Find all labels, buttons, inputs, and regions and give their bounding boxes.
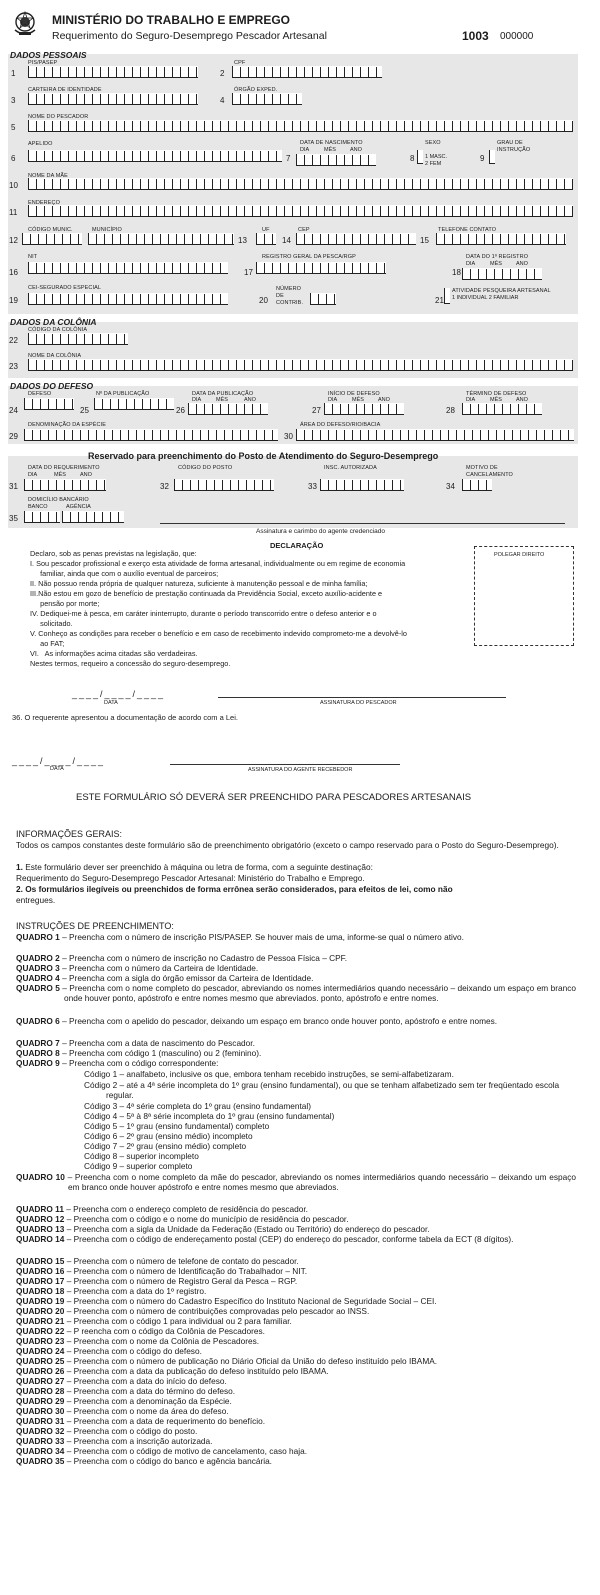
label-defeso: DEFESO (28, 391, 52, 397)
label-nome-colonia: NOME DA COLÔNIA (28, 353, 82, 359)
quadro-29 (16, 1396, 576, 1406)
label-data-publicacao: DATA DA PUBLICAÇÃO (192, 391, 254, 397)
label-cod-municipio: CÓDIGO MUNIC. (28, 227, 73, 233)
num-35: 35 (9, 514, 18, 523)
general-p2-number: 1. (16, 862, 23, 872)
decl-line: IV. Dediquei-me à pesca, em caráter ininterrupto, durante o período transcorrido entre o defeso anterior e o (30, 609, 377, 618)
decl-line: familiar, ainda que com o auxílio eventual de parceiros; (30, 569, 219, 578)
quadro-key: QUADRO 25 (16, 1356, 65, 1366)
quadro-key: QUADRO 32 (16, 1426, 65, 1436)
quadro-text: – Preencha com o nome da Colônia de Pescadores. (64, 1336, 260, 1346)
quadro-30 (16, 1406, 576, 1416)
quadro-13 (16, 1224, 586, 1234)
quadro-key: QUADRO 19 (16, 1296, 65, 1306)
quadro-text: – Preencha com o código do posto. (64, 1426, 198, 1436)
label-motivo: MOTIVO DE (466, 465, 498, 471)
quadro-31 (16, 1416, 576, 1426)
quadro-text: – Preencha com o número de telefone de contato do pescador. (64, 1256, 299, 1266)
form-code: 1003 (462, 29, 489, 43)
label-nit: NIT (28, 254, 38, 260)
label-grau: GRAU DE (497, 140, 523, 146)
quadro-32 (16, 1426, 576, 1436)
fisherman-signature-line[interactable] (218, 697, 506, 698)
num-17: 17 (244, 268, 253, 277)
num-15: 15 (420, 236, 429, 245)
quadro-key: QUADRO 27 (16, 1376, 65, 1386)
mes-label: MÊS (490, 397, 502, 403)
label-municipio: MUNICÍPIO (92, 227, 122, 233)
quadro-key: QUADRO 28 (16, 1386, 65, 1396)
ano-label: ANO (80, 472, 92, 478)
quadro-12 (16, 1214, 576, 1224)
num-9: 9 (480, 154, 485, 163)
dia-label: DIA (300, 147, 310, 153)
quadro-key: QUADRO 18 (16, 1286, 65, 1296)
num-23: 23 (9, 362, 18, 371)
quadro-text: – Preencha com o código de endereçamento postal (CEP) do endereço do pescador, conforme tabela da ECT (8 dígitos). (64, 1234, 514, 1244)
quadro-key: QUADRO 35 (16, 1456, 65, 1466)
num-19: 19 (9, 296, 18, 305)
quadro-33 (16, 1436, 576, 1446)
section-dados-pessoais: DADOS PESSOAIS (10, 50, 87, 60)
dia-label: DIA (466, 397, 476, 403)
label-data-registro: DATA DO 1º REGISTRO (466, 254, 529, 260)
num-7: 7 (286, 154, 291, 163)
num-20: 20 (259, 296, 268, 305)
decl-line: I. Sou pescador profissional e exerço esta atividade de forma artesanal, individualmente ou em regime de economia (30, 559, 406, 568)
decl-date-field[interactable]: ____/____/____ (72, 689, 166, 699)
quadro-10 (16, 1172, 576, 1192)
quadro-key: QUADRO 2 (16, 953, 60, 963)
quadro-5 (16, 983, 576, 1003)
section-dados-defeso: DADOS DO DEFESO (10, 381, 94, 391)
label-banco: BANCO (28, 504, 48, 510)
num-11: 11 (9, 208, 18, 217)
num-25: 25 (80, 406, 89, 415)
instructions-title: INSTRUÇÕES DE PREENCHIMENTO: (16, 921, 174, 931)
label-apelido: APELIDO (28, 141, 53, 147)
label-cod-posto: CÓDIGO DO POSTO (178, 465, 233, 471)
label-atividade: ATIVIDADE PESQUEIRA ARTESANAL (452, 288, 551, 294)
label-data-requerimento: DATA DO REQUERIMENTO (28, 465, 100, 471)
quadro-text: – Preencha com o número de inscrição no Cadastro de Pessoa Física – CPF. (59, 953, 348, 963)
quadro-key: QUADRO 24 (16, 1346, 65, 1356)
label-rgp: REGISTRO GERAL DA PESCA/RGP (262, 254, 356, 260)
quadro-key: QUADRO 20 (16, 1306, 65, 1316)
label-pis: PIS/PASEP (28, 60, 58, 66)
thumbprint-box[interactable] (474, 546, 574, 646)
education-input[interactable] (489, 150, 495, 164)
decl-line: V. Conheço as condições para receber o benefício e em caso de recebimento indevido comprometo-me a devolvê-lo (30, 629, 407, 638)
dia-label: DIA (28, 472, 38, 478)
sexo-masc: 1 MASC. (425, 154, 448, 160)
general-p1: Todos os campos constantes deste formulário são de preenchimento obrigatório (exceto o campo reservado para o Posto do Seguro-Desemprego). (16, 840, 559, 850)
quadro-25 (16, 1356, 596, 1366)
coat-of-arms-icon (12, 10, 38, 38)
serial-number: 000000 (500, 31, 534, 42)
quadro-20 (16, 1306, 576, 1316)
item-36: 36. O requerente apresentou a documentação de acordo com a Lei. (12, 713, 238, 722)
quadro-key: QUADRO 13 (16, 1224, 65, 1234)
quadro-11 (16, 1204, 576, 1214)
quadro-text: – Preencha com o código do banco e agência bancária. (64, 1456, 272, 1466)
dia-label: DIA (192, 397, 202, 403)
general-p2-text: Este formulário dever ser preenchido à máquina ou letra de forma, com a seguinte destinação: (22, 862, 373, 872)
quadro-key: QUADRO 11 (16, 1204, 64, 1214)
label-nascimento: DATA DE NASCIMENTO (300, 140, 363, 146)
label-publicacao: Nº DA PUBLICAÇÃO (96, 391, 150, 397)
quadro-text: – Preencha com o número de Identificação do Trabalhador – NIT. (64, 1266, 308, 1276)
mes-label: MÊS (54, 472, 66, 478)
fisherman-signature-label: ASSINATURA DO PESCADOR (320, 700, 397, 706)
notice: ESTE FORMULÁRIO SÓ DEVERÁ SER PREENCHIDO PARA PESCADORES ARTESANAIS (76, 792, 472, 803)
agent-signature-label: Assinatura e carimbo do agente credenciado (256, 528, 385, 535)
num-10: 10 (9, 181, 18, 190)
quadro-key: QUADRO 6 (16, 1016, 60, 1026)
quadro-26 (16, 1366, 576, 1376)
code-7: Código 7 – 2º grau (ensino médio) completo (84, 1141, 247, 1151)
num-3: 3 (11, 96, 16, 105)
label-cancelamento: CANCELAMENTO (466, 472, 513, 478)
decl-line: ao FAT; (30, 639, 65, 648)
decl-line: pensão por morte; (30, 599, 100, 608)
label-cpf: CPF (234, 60, 246, 66)
quadro-key: QUADRO 30 (16, 1406, 65, 1416)
quadro-key: QUADRO 16 (16, 1266, 65, 1276)
form-title: Requerimento do Seguro-Desemprego Pescador Artesanal (52, 30, 327, 42)
quadro-21 (16, 1316, 576, 1326)
label-area-defeso: ÁREA DO DEFESO/RIO/BACIA (300, 422, 381, 428)
quadro-text: – Preencha com a data da publicação do defeso instituído pelo IBAMA. (64, 1366, 329, 1376)
quadro-text: – Preencha com o código do defeso. (64, 1346, 202, 1356)
quadro-1 (16, 932, 576, 942)
quadro-22 (16, 1326, 576, 1336)
code-3: Código 3 – 4ª série completa do 1º grau (ensino fundamental) (84, 1101, 312, 1111)
quadro-3 (16, 963, 576, 973)
decl-closing: Nestes termos, requeiro a concessão do seguro-desemprego. (30, 659, 231, 668)
quadro-key: QUADRO 17 (16, 1276, 65, 1286)
ano-label: ANO (350, 147, 362, 153)
label-insc-autorizada: INSC. AUTORIZADA (324, 465, 377, 471)
num-27: 27 (312, 406, 321, 415)
quadro-4 (16, 973, 576, 983)
quadro-key: QUADRO 21 (16, 1316, 65, 1326)
quadro-18 (16, 1286, 576, 1296)
quadro-text: – Preencha com código 1 (masculino) ou 2 (feminino). (59, 1048, 262, 1058)
quadro-key: QUADRO 29 (16, 1396, 65, 1406)
num-2: 2 (220, 69, 225, 78)
ministry-title: MINISTÉRIO DO TRABALHO E EMPREGO (52, 13, 291, 27)
num-8: 8 (410, 154, 415, 163)
quadro-6 (16, 1016, 576, 1026)
label-nome-pescador: NOME DO PESCADOR (28, 114, 89, 120)
quadro-8 (16, 1048, 576, 1058)
label-sexo: SEXO (425, 140, 441, 146)
agent-signature-line (160, 523, 565, 524)
label-inicio-defeso: INÍCIO DE DEFESO (328, 391, 380, 397)
mes-label: MÊS (352, 397, 364, 403)
num-14: 14 (282, 236, 291, 245)
quadro-text: – Preencha com a data de nascimento do Pescador. (59, 1038, 255, 1048)
ano-label: ANO (244, 397, 256, 403)
quadro-text: – Preencha com o número de publicação no Diário Oficial da União do defeso instituído pelo IBAMA. (64, 1356, 438, 1366)
label-orgao: ÓRGÃO EXPED. (234, 87, 278, 93)
label-rg: CARTEIRA DE IDENTIDADE (28, 87, 102, 93)
quadro-text: – P reencha com o código da Colônia de Pescadores. (64, 1326, 265, 1336)
code-8: Código 8 – superior incompleto (84, 1151, 199, 1161)
dia-label: DIA (466, 261, 476, 267)
quadro-16 (16, 1266, 576, 1276)
quadro-text: – Preencha com o nome da área do defeso. (64, 1406, 229, 1416)
general-p3: Requerimento do Seguro-Desemprego Pescador Artesanal: Ministério do Trabalho e Emprego. (16, 873, 365, 883)
quadro-14 (16, 1234, 582, 1244)
general-p2 (16, 862, 584, 872)
label-cod-colonia: CÓDIGO DA COLÔNIA (28, 327, 88, 333)
quadro-34 (16, 1446, 576, 1456)
label-termino-defeso: TÉRMINO DE DEFESO (466, 391, 527, 397)
mes-label: MÊS (216, 397, 228, 403)
quadro-text: – Preencha com o nome completo do pescador, abreviando os nomes intermediários quando necessário – deixando um espaço em branco onde houver ponto, apóstrofo e entre nomes mesmo que abreviados. ponto, apóstrofo e entre nomes. (59, 983, 576, 1003)
quadro-35 (16, 1456, 576, 1466)
label-domicilio: DOMICÍLIO BANCÁRIO (28, 497, 89, 503)
num-33: 33 (308, 482, 317, 491)
quadro-23 (16, 1336, 576, 1346)
decl-intro: Declaro, sob as penas previstas na legislação, que: (30, 549, 197, 558)
quadro-text: – Preencha com o nome completo da mãe do pescador, abreviando os nomes intermediários quando necessário – deixando um espaço em branco onde houver apóstrofo e entre nomes mesmo que abreviados. (64, 1172, 576, 1192)
quadro-text: – Preencha com a data do início do defeso. (64, 1376, 227, 1386)
quadro-text: – Preencha com a sigla da Unidade da Federação (Estado ou Território) do endereço do pescador. (64, 1224, 430, 1234)
quadro-7 (16, 1038, 576, 1048)
quadro-text: – Preencha com o apelido do pescador, deixando um espaço em branco onde houver ponto, apóstrofo e entre nomes. (59, 1016, 498, 1026)
quadro-text: – Preencha com a data do 1º registro. (64, 1286, 207, 1296)
mes-label: MÊS (490, 261, 502, 267)
quadro-key: QUADRO 22 (16, 1326, 65, 1336)
code-1: Código 1 – analfabeto, inclusive os que, embora tenham recebido instruções, se semi-alfabetizaram. (84, 1069, 454, 1079)
num-1: 1 (11, 69, 16, 78)
reservado-title: Reservado para preenchimento do Posto de Atendimento do Seguro-Desemprego (88, 451, 439, 461)
quadro-text: – Preencha com a sigla do órgão emissor da Carteira de Identidade. (59, 973, 314, 983)
quadro-text: – Preencha com a inscrição autorizada. (64, 1436, 213, 1446)
decl-line: II. Não possuo renda própria de qualquer natureza, suficiente à manutenção pessoal e de minha família; (30, 579, 368, 588)
code-2: Código 2 – até a 4ª série incompleta do 1º grau (ensino fundamental), ou que se tenham alfabetizado sem ter freqüentado escola regular. (84, 1080, 560, 1100)
general-p5: entregues. (16, 895, 56, 905)
quadro-key: QUADRO 4 (16, 973, 60, 983)
quadro-text: – Preencha com o código e o nome do município de residência do pescador. (64, 1214, 349, 1224)
general-title: INFORMAÇÕES GERAIS: (16, 829, 123, 839)
num-21: 21 (435, 296, 444, 305)
thumbprint-label: POLEGAR DIREITO (494, 552, 545, 558)
atividade-opcoes: 1 INDIVIDUAL 2 FAMILIAR (452, 295, 519, 301)
num-29: 29 (9, 432, 18, 441)
ano-label: ANO (516, 397, 528, 403)
quadro-9 (16, 1058, 576, 1068)
num-28: 28 (446, 406, 455, 415)
quadro-key: QUADRO 10 (16, 1172, 65, 1182)
label-agencia: AGÊNCIA (66, 504, 91, 510)
quadro-key: QUADRO 5 (16, 983, 60, 993)
num-31: 31 (9, 482, 18, 491)
num-26: 26 (176, 406, 185, 415)
num-5: 5 (11, 123, 16, 132)
label-contrib-3: CONTRIB. (276, 300, 304, 306)
label-cep: CEP (298, 227, 310, 233)
quadro-text: – Preencha com o endereço completo de residência do pescador. (63, 1204, 308, 1214)
declaration-title: DECLARAÇÃO (270, 541, 324, 550)
num-13: 13 (238, 236, 247, 245)
num-24: 24 (9, 406, 18, 415)
quadro-text: – Preencha com a denominação da Espécie. (64, 1396, 232, 1406)
num-22: 22 (9, 336, 18, 345)
num-6: 6 (11, 154, 16, 163)
receiver-date-label: DATA (50, 766, 64, 772)
quadro-text: – Preencha com o número de contribuições comprovadas pelo pescador ao INSS. (64, 1306, 370, 1316)
num-30: 30 (284, 432, 293, 441)
quadro-28 (16, 1386, 576, 1396)
label-contrib-2: DE (276, 293, 284, 299)
quadro-27 (16, 1376, 576, 1386)
quadro-text: – Preencha com o número de inscrição PIS/PASEP. Se houver mais de uma, informe-se qual o número ativo. (59, 932, 464, 942)
label-mae: NOME DA MÃE (28, 173, 68, 179)
label-uf: UF (262, 227, 270, 233)
general-p4: 2. Os formulários ilegíveis ou preenchidos de forma errônea serão considerados, para efeitos de lei, como não (16, 884, 453, 894)
quadro-17 (16, 1276, 576, 1286)
quadro-key: QUADRO 15 (16, 1256, 65, 1266)
label-contrib-1: NÚMERO (276, 286, 302, 292)
decl-line: VI. As informações acima citadas são verdadeiras. (30, 649, 198, 658)
label-especie: DENOMINAÇÃO DA ESPÉCIE (28, 422, 106, 428)
ano-label: ANO (378, 397, 390, 403)
receiver-signature-line[interactable] (170, 764, 400, 765)
quadro-key: QUADRO 12 (16, 1214, 65, 1224)
num-18: 18 (452, 268, 461, 277)
quadro-24 (16, 1346, 576, 1356)
code-6: Código 6 – 2º grau (ensino médio) incompleto (84, 1131, 253, 1141)
quadro-text: – Preencha com o código de motivo de cancelamento, caso haja. (64, 1446, 308, 1456)
quadro-key: QUADRO 8 (16, 1048, 60, 1058)
mes-label: MÊS (324, 147, 336, 153)
label-cei: CEI-SEGURADO ESPECIAL (28, 285, 102, 291)
num-16: 16 (9, 268, 18, 277)
num-32: 32 (160, 482, 169, 491)
quadro-key: QUADRO 1 (16, 932, 60, 942)
activity-type-input[interactable] (444, 288, 450, 304)
quadro-key: QUADRO 34 (16, 1446, 65, 1456)
quadro-text: – Preencha com o código correspondente: (59, 1058, 219, 1068)
quadro-text: – Preencha com o número do Cadastro Específico do Instituto Nacional de Seguridade Social – CEI. (64, 1296, 437, 1306)
quadro-key: QUADRO 31 (16, 1416, 65, 1426)
quadro-text: – Preencha com o número de Registro Geral da Pesca – RGP. (64, 1276, 298, 1286)
quadro-text: – Preencha com a data de requerimento do benefício. (64, 1416, 266, 1426)
receiver-date-field[interactable]: ____/____/____ (12, 756, 106, 766)
decl-date-label: DATA (104, 700, 118, 706)
quadro-key: QUADRO 9 (16, 1058, 60, 1068)
quadro-15 (16, 1256, 576, 1266)
code-5: Código 5 – 1º grau (ensino fundamental) completo (84, 1121, 270, 1131)
code-9: Código 9 – superior completo (84, 1161, 193, 1171)
quadro-key: QUADRO 7 (16, 1038, 60, 1048)
quadro-key: QUADRO 3 (16, 963, 60, 973)
quadro-text: – Preencha com o código 1 para individual ou 2 para familiar. (64, 1316, 292, 1326)
label-endereco: ENDEREÇO (28, 200, 60, 206)
quadro-2 (16, 953, 576, 963)
quadro-19 (16, 1296, 596, 1306)
quadro-key: QUADRO 23 (16, 1336, 65, 1346)
section-dados-colonia: DADOS DA COLÔNIA (10, 317, 97, 327)
quadro-text: – Preencha com o número da Carteira de Identidade. (59, 963, 259, 973)
num-34: 34 (446, 482, 455, 491)
receiver-signature-label: ASSINATURA DO AGENTE RECEBEDOR (248, 767, 353, 773)
sexo-fem: 2 FEM (425, 161, 442, 167)
decl-line: solicitado. (30, 619, 73, 628)
sex-input[interactable] (417, 150, 423, 164)
quadro-key: QUADRO 26 (16, 1366, 65, 1376)
label-instrucao: INSTRUÇÃO (497, 147, 531, 153)
code-4: Código 4 – 5ª à 8ª série incompleta do 1º grau (ensino fundamental) (84, 1111, 335, 1121)
label-telefone: TELEFONE CONTATO (438, 227, 497, 233)
dia-label: DIA (328, 397, 338, 403)
quadro-key: QUADRO 33 (16, 1436, 65, 1446)
ano-label: ANO (516, 261, 528, 267)
num-12: 12 (9, 236, 18, 245)
num-4: 4 (220, 96, 225, 105)
quadro-key: QUADRO 14 (16, 1234, 65, 1244)
decl-line: III.Não estou em gozo de benefício de prestação continuada da Previdência Social, exceto auxílio-acidente e (30, 589, 383, 598)
quadro-text: – Preencha com a data do término do defeso. (64, 1386, 236, 1396)
